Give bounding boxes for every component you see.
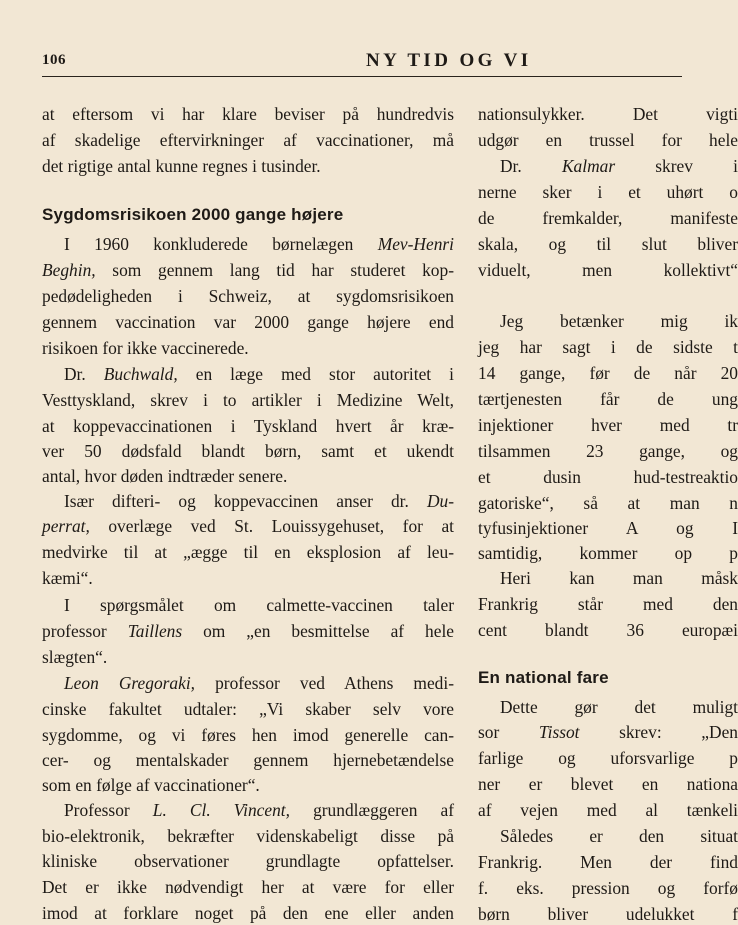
text-line: perrat, overlæge ved St. Louissygehuset, for at	[42, 516, 454, 536]
text-line: at eftersom vi har klare beviser på hundredvis	[42, 104, 454, 124]
text-line: Frankrig. Men der find	[478, 852, 738, 872]
text-line: tyfusinjektioner A og I	[478, 518, 738, 538]
text-line: professor Taillens om „en besmittelse af hele	[42, 621, 455, 641]
text-line: de fremkalder, manifeste	[478, 208, 738, 228]
text-line: nerne sker i et uhørt o	[478, 182, 738, 202]
text-line: farlige og uforsvarlige p	[478, 748, 738, 768]
text-line: ner er blevet en nationa	[478, 774, 738, 794]
text-line: nationsulykker. Det vigti	[478, 104, 738, 124]
text-line: et dusin hud-testreaktio	[478, 467, 738, 487]
running-head: NY TID OG VI	[366, 50, 532, 71]
text-line: ver 50 dødsfald blandt børn, samt et ukendt	[42, 441, 454, 461]
text-line: Heri kan man måsk	[500, 568, 738, 588]
section-heading: En national fare	[478, 668, 609, 687]
text-line: cer- og mentalskader gennem hjernebetændelse	[42, 750, 454, 770]
header-rule	[42, 76, 682, 77]
text-line: injektioner hver med tr	[478, 415, 738, 435]
text-line: Det er ikke nødvendigt her at være for eller	[42, 877, 454, 897]
right-column	[478, 101, 738, 924]
text-line: pedødeligheden i Schweiz, at sygdomsrisikoen	[42, 286, 454, 306]
text-line: udgør en trussel for hele	[478, 130, 738, 150]
text-line: tilsammen 23 gange, og	[478, 441, 738, 461]
text-line: Dr. Kalmar skrev i	[500, 156, 738, 176]
text-line: slægten“.	[42, 647, 108, 667]
section-heading: Sygdomsrisikoen 2000 gange højere	[42, 205, 344, 224]
text-line: Jeg betænker mig ik	[500, 311, 738, 331]
text-line: samtidig, kommer op p	[478, 543, 738, 563]
text-line: som en følge af vaccinationer“.	[42, 775, 260, 795]
text-line: af vejen med al tænkeli	[478, 800, 738, 820]
text-line: medvirke til at „ægge til en eksplosion af leu-	[42, 542, 454, 562]
text-line: børn bliver udelukket f	[478, 904, 738, 924]
text-line: cent blandt 36 europæi	[478, 620, 738, 640]
text-line: Leon Gregoraki, professor ved Athens medi-	[64, 673, 455, 693]
text-line: jeg har sagt i de sidste t	[478, 337, 738, 357]
text-line: at koppevaccinationen i Tyskland hvert år kræ-	[42, 416, 454, 436]
text-line: sor Tissot skrev: „Den	[478, 722, 738, 742]
text-line: imod at forklare noget på den ene eller anden	[42, 903, 454, 923]
text-line: cinske fakultet udtaler: „Vi skaber selv vore	[42, 699, 454, 719]
text-line: f. eks. pression og forfø	[478, 878, 738, 898]
text-line: Dr. Buchwald, en læge med stor autoritet i	[64, 364, 454, 384]
left-column	[42, 101, 454, 921]
text-line: 14 gange, før de når 20	[478, 363, 738, 383]
text-line: af skadelige eftervirkninger af vaccinationer, må	[42, 130, 454, 150]
text-line: Således er den situat	[500, 826, 738, 846]
text-line: bio-elektronik, bekræfter videnskabeligt disse på	[42, 826, 454, 846]
text-line: skala, og til slut bliver	[478, 234, 738, 254]
text-line: kliniske observationer grundlagte opfattelser.	[42, 851, 454, 871]
text-line: I 1960 konkluderede børnelægen Mev-Henri	[64, 234, 454, 254]
text-line: antal, hvor døden indtræder senere.	[42, 466, 288, 486]
text-line: gennem vaccination var 2000 gange højere end	[42, 312, 454, 332]
text-line: kæmi“.	[42, 568, 93, 588]
text-line: Dette gør det muligt	[500, 697, 738, 717]
text-line: Især difteri- og koppevaccinen anser dr. Du-	[64, 491, 454, 511]
text-line: Frankrig står med den	[478, 594, 738, 614]
text-line: viduelt, men kollektivt“	[478, 260, 738, 280]
text-line: tærtjenesten får de ung	[478, 389, 738, 409]
text-line: gatoriske“, så at man n	[478, 493, 738, 513]
text-line: risikoen for ikke vaccinerede.	[42, 338, 249, 358]
text-line: Beghin, som gennem lang tid har studeret kop-	[42, 260, 454, 280]
text-line: Vesttyskland, skrev i to artikler i Medizine Welt,	[42, 390, 454, 410]
text-line: det rigtige antal kunne regnes i tusinder.	[42, 156, 321, 176]
text-line: I spørgsmålet om calmette-vaccinen taler	[64, 595, 454, 615]
text-line: Professor L. Cl. Vincent, grundlæggeren af	[64, 800, 454, 820]
text-line: sygdomme, og vi føres hen imod generelle can-	[42, 725, 454, 745]
page-number: 106	[42, 52, 66, 68]
